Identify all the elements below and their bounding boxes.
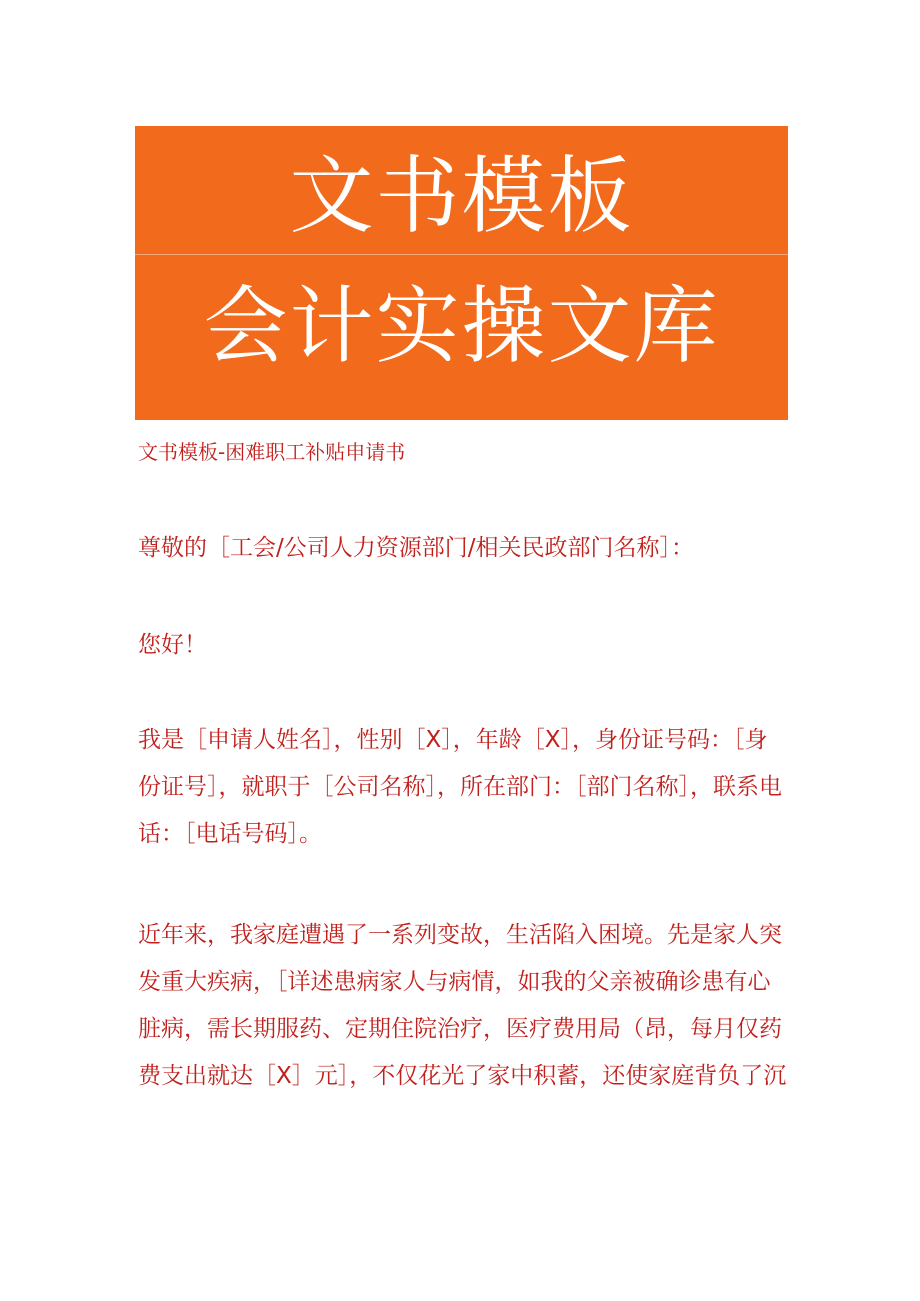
header-banner <box>135 126 788 420</box>
paragraph-line: 我是［申请人姓名］，性别［X］，年龄［X］，身份证号码：［身 <box>138 727 768 753</box>
paragraph-line: 发重大疾病，［详述患病家人与病情，如我的父亲被确诊患有心 <box>138 969 771 995</box>
greeting-text: 您好！ <box>138 632 207 658</box>
paragraph-line: 份证号］，就职于［公司名称］，所在部门：［部门名称］，联系电 <box>138 774 782 800</box>
body-paragraph <box>138 912 788 1100</box>
banner-title-line1: 文书模板 <box>289 147 634 245</box>
salutation-text: 尊敬的［工会/公司人力资源部门/相关民政部门名称］： <box>138 535 694 561</box>
paragraph-line: 脏病，需长期服药、定期住院治疗，医疗费用局（昂，每月仅药 <box>138 1016 782 1042</box>
paragraph-line: 费支出就达［X］元］，不仅花光了家中积蓄，还使家庭背负了沉 <box>138 1063 787 1089</box>
intro-paragraph <box>138 717 788 858</box>
paragraph-line: 近年来，我家庭遭遇了一系列变故，生活陷入困境。先是家人突 <box>138 922 782 948</box>
banner-title-line2: 会计实操文库 <box>203 277 720 375</box>
greeting <box>138 622 788 669</box>
paragraph-line: 话：［电话号码］。 <box>138 821 322 847</box>
salutation <box>138 525 788 572</box>
document-title: 文书模板-困难职工补贴申请书 <box>138 440 406 464</box>
banner-divider <box>135 254 788 255</box>
